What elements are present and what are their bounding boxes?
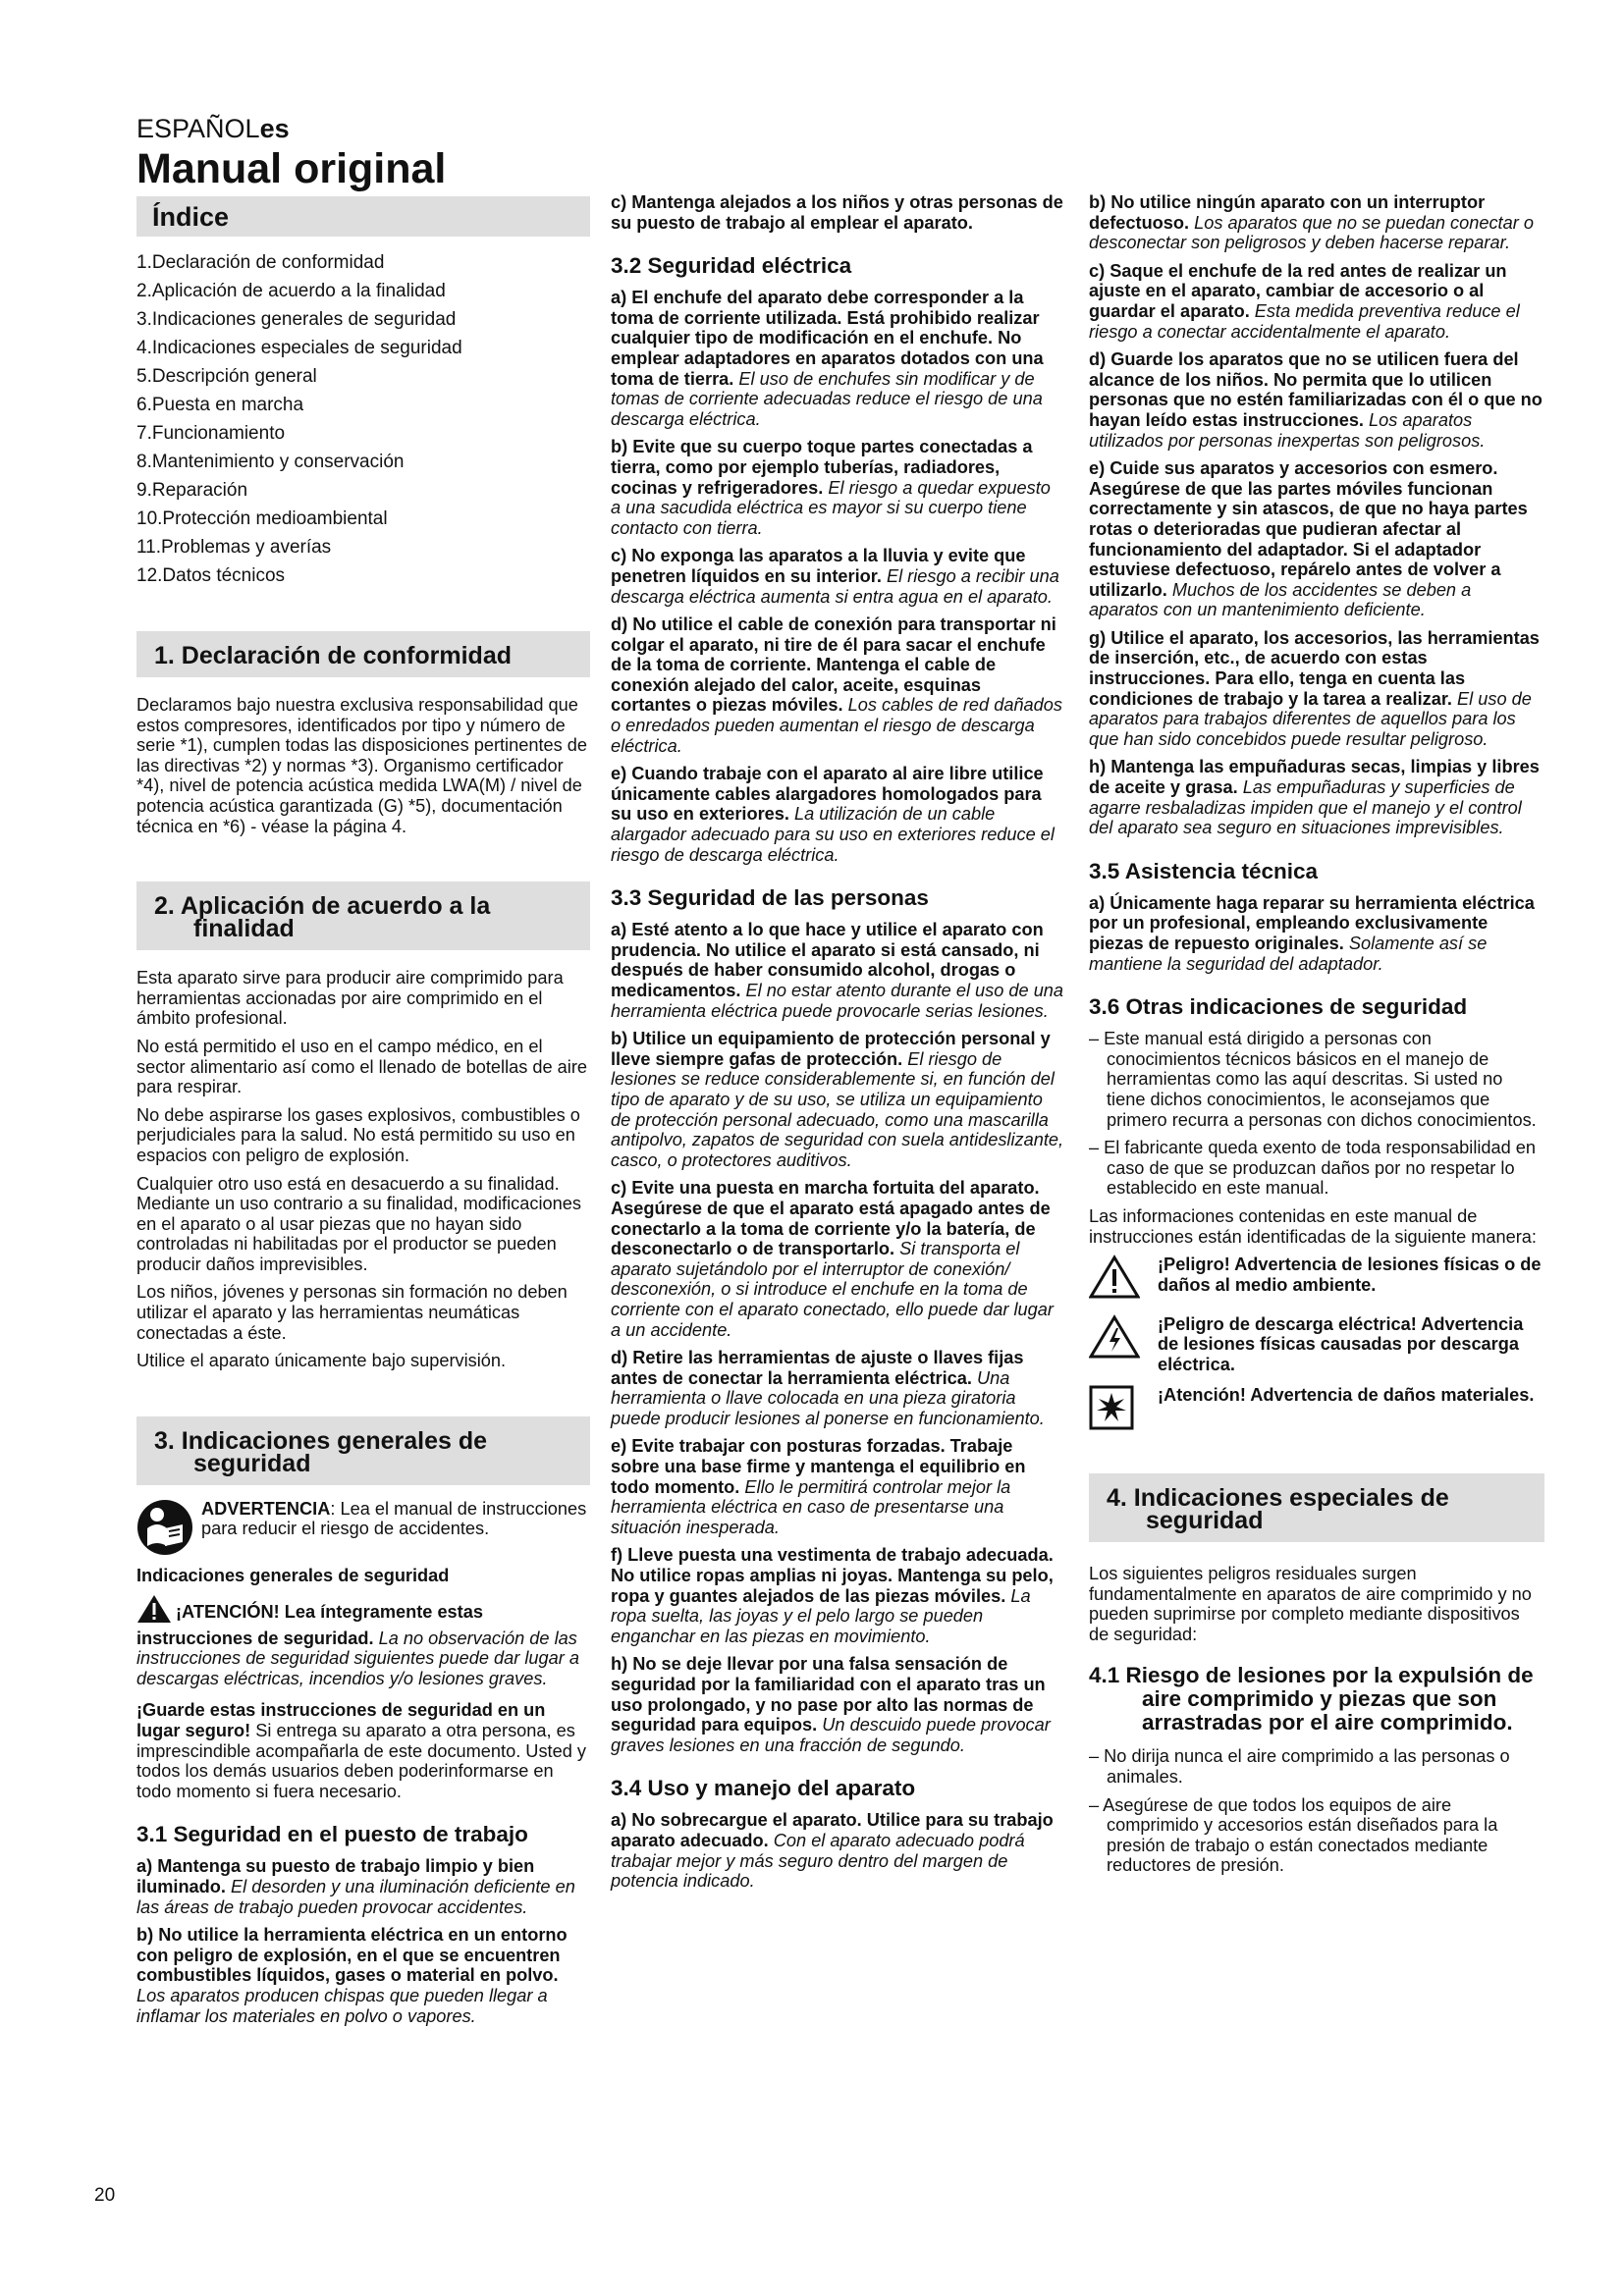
symbol-electric: ¡Peligro de descarga eléctrica! Advertencia de lesiones físicas causadas por descarga eléctrica. [1089, 1314, 1544, 1375]
column-3 [1089, 192, 1544, 1884]
paragraph: a) Únicamente haga reparar su herramienta eléctrica por un profesional, empleando exclusivamente piezas de repuesto originales. Solamente así se mantiene la seguridad del adaptador. [1089, 892, 1535, 974]
paragraph: b) No utilice ningún aparato con un interruptor defectuoso. Los aparatos que no se puedan conectar o desconectar son peligrosos y deben hacerse reparar. [1089, 192, 1534, 253]
paragraph: c) No exponga las aparatos a la lluvia y evite que penetren líquidos en su interior. El riesgo a recibir una descarga eléctrica aumenta si entra agua en el aparato. [611, 546, 1059, 607]
paragraph: Las informaciones contenidas en este manual de instrucciones están identificadas de la siguiente manera: [1089, 1205, 1537, 1247]
paragraph: b) No utilice la herramienta eléctrica en un entorno con peligro de explosión, en el que se encuentren combustibles líquidos, gases o material en polvo. Los aparatos producen chispas que pueden llegar a inflamar los materiales en polvo o vapores. [136, 1925, 568, 2026]
paragraph: Cualquier otro uso está en desacuerdo a su finalidad. Mediante un uso contrario a su finalidad, modificaciones en el aparato o al usar piezas que no hayan sido controladas ni habilitadas por el productor se pueden producir daños imprevisibles. [136, 1173, 581, 1274]
section-2-heading: 2. Aplicación de acuerdo a la finalidad [136, 881, 590, 950]
toc-item[interactable]: 4.Indicaciones especiales de seguridad [136, 338, 462, 358]
paragraph: b) Utilice un equipamiento de protección personal y lleve siempre gafas de protección. El riesgo de lesiones se reduce considerablemente si, en función del tipo de aparato y de su uso, se utiliza un equipamiento de protección personal adecuado, como una mascarilla antipolvo, zapatos de seguridad con suela antideslizante, casco, o protectores auditivos. [611, 1029, 1064, 1170]
paragraph: b) Evite que su cuerpo toque partes conectadas a tierra, como por ejemplo tuberías, radiadores, cocinas y refrigeradores. El riesgo a quedar expuesto a una sacudida eléctrica es mayor si su cuerpo tiene contacto con tierra. [611, 437, 1051, 538]
paragraph: e) Cuando trabaje con el aparato al aire libre utilice únicamente cables alargadores homologados para su uso en exteriores. La utilización de un cable alargador adecuado para su uso en exteriores reduce el riesgo de descarga eléctrica. [611, 764, 1055, 865]
paragraph: c) Saque el enchufe de la red antes de realizar un ajuste en el aparato, cambiar de accesorio o al guardar el aparato. Esta medida preventiva reduce el riesgo a conectar accidentalmente el aparato. [1089, 260, 1520, 342]
subheading: Indicaciones generales de seguridad [136, 1566, 450, 1586]
language-label: ESPAÑOLes [136, 114, 290, 143]
toc-item[interactable]: 3.Indicaciones generales de seguridad [136, 309, 457, 330]
paragraph: a) El enchufe del aparato debe corresponder a la toma de corriente utilizada. Está prohibido realizar cualquier tipo de modificación en el enchufe. No emplear adaptadores en aparatos dotados con una toma de tierra. El uso de enchufes sin modificar y de tomas de corriente adecuadas reduce el riesgo de una descarga eléctrica. [611, 288, 1044, 429]
section-3-heading: 3. Indicaciones generales de seguridad [136, 1416, 590, 1485]
toc-item[interactable]: 12.Datos técnicos [136, 565, 286, 586]
paragraph: Los siguientes peligros residuales surgen fundamentalmente en aparatos de aire comprimido y no pueden suprimirse por completo mediante dispositivos de seguridad: [1089, 1564, 1532, 1644]
column-1 [136, 196, 590, 2034]
paragraph: h) Mantenga las empuñaduras secas, limpias y libres de aceite y grasa. Las empuñaduras y superficies de agarre resbaladizas impiden que el manejo y el control del aparato sea seguro en situaciones imprevisibles. [1089, 757, 1540, 838]
warning-triangle-icon [136, 1594, 172, 1629]
section-4-heading: 4. Indicaciones especiales de seguridad [1089, 1473, 1544, 1542]
toc-item[interactable]: 5.Descripción general [136, 366, 317, 387]
toc-item[interactable]: 8.Mantenimiento y conservación [136, 452, 405, 472]
toc-item[interactable]: 1.Declaración de conformidad [136, 252, 385, 273]
paragraph: g) Utilice el aparato, los accesorios, las herramientas de inserción, etc., de acuerdo con estas instrucciones. Para ello, tenga en cuenta las condiciones de trabajo y la tarea a realizar. El uso de aparatos para trabajos diferentes de aquellos para los que han sido concebidos puede resultar peligroso. [1089, 627, 1540, 749]
toc-list [136, 248, 590, 590]
section-1-heading: 1. Declaración de conformidad [136, 631, 590, 677]
page-title: Manual original [136, 145, 447, 192]
attention-paragraph: ¡ATENCIÓN! Lea íntegramente estas instrucciones de seguridad. La no observación de las instrucciones de seguridad siguientes puede dar lugar a descargas eléctricas, incendios y/o lesiones graves. [136, 1594, 590, 1688]
subsection-heading: 3.5 Asistencia técnica [1089, 858, 1319, 883]
paragraph: d) Retire las herramientas de ajuste o llaves fijas antes de conectar la herramienta eléctrica. Una herramienta o llave colocada en una pieza giratoria puede producir lesiones al ponerse en funcionamiento. [611, 1348, 1045, 1428]
paragraph: e) Cuide sus aparatos y accesorios con esmero. Asegúrese de que las partes móviles funcionan correctamente y sin atascos, de que no haya partes rotas o deterioradas que pudieran afectar al funcionamiento del adaptador. Si el adaptador estuviese defectuoso, repárelo antes de volver a utilizarlo. Muchos de los accidentes se deben a aparatos con un mantenimiento deficiente. [1089, 458, 1528, 620]
symbol-danger: ¡Peligro! Advertencia de lesiones físicas o de daños al medio ambiente. [1089, 1255, 1544, 1305]
paragraph: Los niños, jóvenes y personas sin formación no deben utilizar el aparato y las herramientas neumáticas conectadas a éste. [136, 1282, 568, 1343]
paragraph: a) Esté atento a lo que hace y utilice el aparato con prudencia. No utilice el aparato si está cansado, ni después de haber consumido alcohol, drogas o medicamentos. El no estar atento durante el uso de una herramienta eléctrica puede provocarle serias lesiones. [611, 920, 1064, 1021]
section-1-text: Declaramos bajo nuestra exclusiva responsabilidad que estos compresores, identificados por tipo y número de serie *1), cumplen todas las disposiciones pertinentes de las directivas *2) y normas *3). Organismo certificador *4), nivel de potencia acústica medida LWA(M) / nivel de potencia acústica garantizada (G) *5), documentación técnica en *6) - véase la página 4. [136, 695, 587, 836]
symbol-attention: ¡Atención! Advertencia de daños materiales. [1089, 1385, 1544, 1435]
list-item: – El fabricante queda exento de toda responsabilidad en caso de que se produzcan daños por no respetar lo establecido en este manual. [1089, 1138, 1537, 1199]
column-2 [611, 192, 1064, 1899]
paragraph: ¡Guarde estas instrucciones de seguridad en un lugar seguro! Si entrega su aparato a otra persona, es imprescindible acompañarla de este documento. Usted y todos los demás usuarios deben poderinformarse en todo momento si fuera necesario. [136, 1700, 586, 1801]
paragraph: Utilice el aparato únicamente bajo supervisión. [136, 1351, 507, 1371]
paragraph: a) No sobrecargue el aparato. Utilice para su trabajo aparato adecuado. Con el aparato adecuado podrá trabajar mejor y más seguro dentro del margen de potencia indicado. [611, 1810, 1054, 1892]
subsection-heading: 3.3 Seguridad de las personas [611, 885, 929, 911]
warning-text: ADVERTENCIA: Lea el manual de instrucciones para reducir el riesgo de accidentes. [201, 1498, 587, 1539]
page-number: 20 [94, 2185, 116, 2206]
paragraph: Esta aparato sirve para producir aire comprimido para herramientas accionadas por aire comprimido en el ámbito profesional. [136, 968, 564, 1029]
subsection-heading: 3.2 Seguridad eléctrica [611, 253, 852, 279]
paragraph: No debe aspirarse los gases explosivos, combustibles o perjudiciales para la salud. No está permitido su uso en espacios con peligro de explosión. [136, 1104, 580, 1165]
subsection-heading: 4.1 Riesgo de lesiones por la expulsión de aire comprimido y piezas que son arrastradas por el aire comprimido. [1089, 1663, 1534, 1735]
list-item: – Asegúrese de que todos los equipos de aire comprimido y accesorios están diseñados para la presión de trabajo o están conectados mediante reductores de presión. [1089, 1794, 1498, 1876]
toc-item[interactable]: 2.Aplicación de acuerdo a la finalidad [136, 281, 446, 301]
material-damage-icon [1089, 1385, 1158, 1435]
paragraph: f) Lleve puesta una vestimenta de trabajo adecuada. No utilice ropas amplias ni joyas. Mantenga su pelo, ropa y guantes alejados de las piezas móviles. La ropa suelta, las joyas y el pelo largo se pueden enganchar en las piezas en movimiento. [611, 1545, 1054, 1646]
paragraph: a) Mantenga su puesto de trabajo limpio y bien iluminado. El desorden y una iluminación deficiente en las áreas de trabajo pueden provocar accidentes. [136, 1856, 575, 1917]
paragraph: c) Mantenga alejados a los niños y otras personas de su puesto de trabajo al emplear el aparato. [611, 192, 1063, 233]
paragraph: c) Evite una puesta en marcha fortuita del aparato. Asegúrese de que el aparato está apagado antes de conectarlo a la toma de corriente y/o la batería, de desconectarlo o de transportarlo. Si transporta el aparato sujetándolo por el interruptor de conexión/ desconexión, o si introduce el enchufe en la toma de corriente con el aparato conectado, ello puede dar lugar a un accidente. [611, 1178, 1054, 1340]
list-item: – No dirija nunca el aire comprimido a las personas o animales. [1089, 1746, 1510, 1788]
warning-block [136, 1499, 590, 1561]
subsection-heading: 3.1 Seguridad en el puesto de trabajo [136, 1822, 528, 1847]
subsection-heading: 3.4 Uso y manejo del aparato [611, 1776, 916, 1801]
toc-item[interactable]: 7.Funcionamiento [136, 423, 286, 444]
read-manual-icon [136, 1499, 201, 1561]
subsection-heading: 3.6 Otras indicaciones de seguridad [1089, 994, 1468, 1020]
paragraph: h) No se deje llevar por una falsa sensación de seguridad por la familiaridad con el aparato tras un uso prolongado, y no pase por alto las normas de seguridad para equipos. Un descuido puede provocar graves lesiones en una fracción de segundo. [611, 1654, 1051, 1755]
toc-item[interactable]: 11.Problemas y averías [136, 537, 332, 558]
paragraph: No está permitido el uso en el campo médico, en el sector alimentario así como el llenado de botellas de aire para respirar. [136, 1036, 587, 1097]
toc-item[interactable]: 6.Puesta en marcha [136, 395, 304, 415]
paragraph: d) No utilice el cable de conexión para transportar ni colgar el aparato, ni tire de él para sacar el enchufe de la toma de corriente. Mantenga el cable de conexión alejado del calor, aceite, esquinas cortantes o piezas móviles. Los cables de red dañados o enredados pueden aumentan el riesgo de descarga eléctrica. [611, 614, 1062, 756]
paragraph: d) Guarde los aparatos que no se utilicen fuera del alcance de los niños. No permita que lo utilicen personas que no estén familiarizadas con él o que no hayan leído estas instrucciones. Los aparatos utilizados por personas inexpertas son peligrosos. [1089, 349, 1543, 451]
toc-item[interactable]: 9.Reparación [136, 480, 248, 501]
toc-heading: Índice [136, 196, 590, 237]
list-item: – Este manual está dirigido a personas con conocimientos técnicos básicos en el manejo de herramientas como las aquí descritas. Si usted no tiene dichos conocimientos, le aconsejamos que primero recurra a personas con dichos conocimientos. [1089, 1029, 1537, 1130]
toc-item[interactable]: 10.Protección medioambiental [136, 508, 388, 529]
danger-triangle-icon [1089, 1255, 1158, 1305]
electric-shock-icon [1089, 1314, 1158, 1364]
paragraph: e) Evite trabajar con posturas forzadas. Trabaje sobre una base firme y mantenga el equilibrio en todo momento. Ello le permitirá controlar mejor la herramienta eléctrica en caso de presentarse una situación inesperada. [611, 1436, 1026, 1537]
